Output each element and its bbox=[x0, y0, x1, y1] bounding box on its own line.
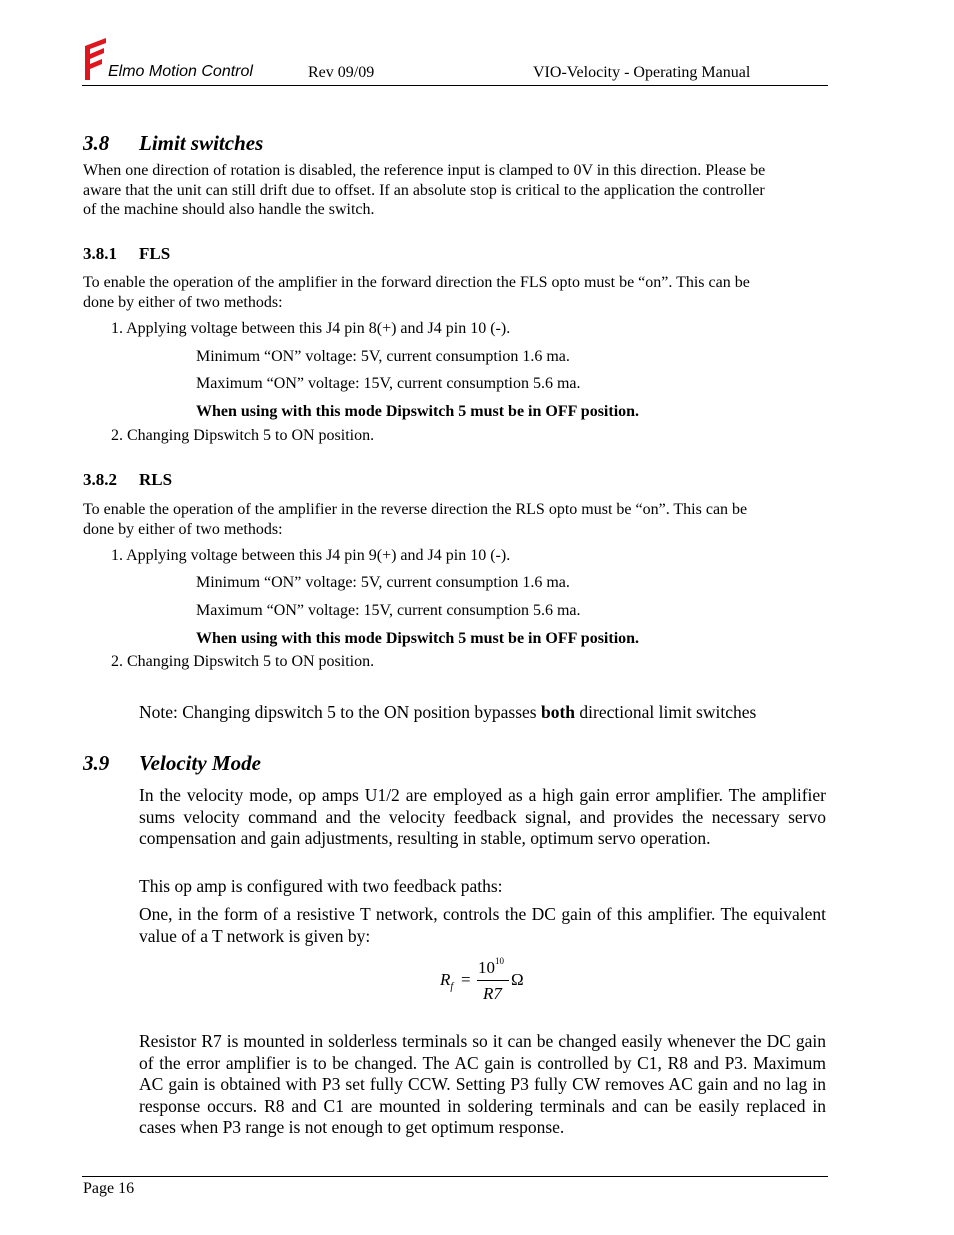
subsection-heading-rls bbox=[83, 470, 172, 490]
header-manual-title: VIO-Velocity - Operating Manual bbox=[533, 64, 751, 81]
fls-max-voltage: Maximum “ON” voltage: 15V, current consumption 5.6 ma. bbox=[196, 375, 581, 392]
subsection-number: 3.8.2 bbox=[83, 470, 117, 489]
dipswitch-note bbox=[139, 702, 756, 723]
formula-unit: Ω bbox=[511, 970, 524, 989]
page-number: Page 16 bbox=[83, 1180, 135, 1197]
body-line: aware that the unit can still drift due to offset. If an absolute stop is critical to the application the controller bbox=[83, 181, 765, 199]
body-line: When one direction of rotation is disabled, the reference input is clamped to 0V in this direction. Please be bbox=[83, 162, 766, 179]
rls-min-voltage: Minimum “ON” voltage: 5V, current consumption 1.6 ma. bbox=[196, 574, 570, 591]
intro-line: done by either of two methods: bbox=[83, 293, 283, 311]
formula-denominator: R7 bbox=[483, 984, 502, 1003]
intro-line: done by either of two methods: bbox=[83, 520, 283, 538]
rls-intro bbox=[83, 500, 828, 539]
t-network-formula bbox=[438, 957, 538, 1007]
formula-fraction-bar bbox=[477, 980, 509, 981]
section-heading-3-8 bbox=[83, 131, 263, 156]
header-revision: Rev 09/09 bbox=[308, 64, 375, 81]
elmo-logo-icon bbox=[82, 36, 108, 80]
fls-warning: When using with this mode Dipswitch 5 must be in OFF position. bbox=[196, 403, 640, 420]
header-rule bbox=[82, 85, 828, 86]
fls-min-voltage: Minimum “ON” voltage: 5V, current consumption 1.6 ma. bbox=[196, 348, 570, 365]
subsection-title: FLS bbox=[139, 244, 171, 263]
note-prefix: Note: Changing dipswitch 5 to the ON position bypasses bbox=[139, 702, 541, 722]
subsection-number: 3.8.1 bbox=[83, 244, 117, 263]
formula-equals: = bbox=[461, 970, 471, 989]
rls-max-voltage: Maximum “ON” voltage: 15V, current consumption 5.6 ma. bbox=[196, 602, 581, 619]
section-number: 3.8 bbox=[83, 131, 110, 155]
subsection-heading-fls bbox=[83, 244, 170, 264]
note-suffix: directional limit switches bbox=[575, 702, 757, 722]
rls-method-2: 2. Changing Dipswitch 5 to ON position. bbox=[111, 653, 375, 670]
subsection-title: RLS bbox=[139, 470, 173, 489]
body-line: of the machine should also handle the switch. bbox=[83, 201, 375, 218]
velocity-para-3: One, in the form of a resistive T network, controls the DC gain of this amplifier. The equivalent value of a T network is given by: bbox=[139, 904, 826, 946]
intro-line: To enable the operation of the amplifier in the reverse direction the RLS opto must be “on”. This can be bbox=[83, 501, 748, 518]
formula-lhs: $R_f$ bbox=[440, 970, 454, 993]
note-emphasis: both bbox=[541, 702, 576, 722]
fls-intro bbox=[83, 273, 828, 312]
fls-method-2: 2. Changing Dipswitch 5 to ON position. bbox=[111, 427, 375, 444]
formula-numerator: $10^{10}$ bbox=[478, 956, 504, 977]
velocity-para-2: This op amp is configured with two feedback paths: bbox=[139, 876, 503, 896]
footer-rule bbox=[82, 1176, 828, 1177]
formula-exponent: 10 bbox=[495, 956, 504, 967]
velocity-para-1: In the velocity mode, op amps U1/2 are employed as a high gain error amplifier. The amplifier sums velocity command and the velocity feedback signal, and provides the necessary servo compensation and gain adjustments, resulting in stable, optimum servo operation. bbox=[139, 785, 826, 848]
section-title: Velocity Mode bbox=[139, 751, 261, 775]
section-title: Limit switches bbox=[139, 131, 264, 155]
intro-line: To enable the operation of the amplifier in the forward direction the FLS opto must be “on”. This can be bbox=[83, 274, 750, 291]
section-heading-3-9 bbox=[83, 751, 261, 776]
section-number: 3.9 bbox=[83, 751, 110, 775]
velocity-para-4: Resistor R7 is mounted in solderless terminals so it can be changed easily whenever the DC gain of the error amplifier is to be changed. The AC gain is controlled by C1, R8 and P3. Maximum AC gain is obtained with P3 set fully CCW. Setting P3 fully CW removes AC gain and no lag in response occurs. R8 and C1 are mounted in soldering terminals and can be easily replaced in cases when P3 range is not enough to get optimum response. bbox=[139, 1031, 826, 1137]
fls-method-1: 1. Applying voltage between this J4 pin 8(+) and J4 pin 10 (-). bbox=[111, 320, 511, 337]
rls-warning: When using with this mode Dipswitch 5 must be in OFF position. bbox=[196, 630, 640, 647]
header-company: Elmo Motion Control bbox=[108, 63, 253, 80]
section-3-8-body bbox=[83, 161, 828, 220]
rls-method-1: 1. Applying voltage between this J4 pin 9(+) and J4 pin 10 (-). bbox=[111, 547, 511, 564]
formula-lhs-subscript: f bbox=[450, 981, 454, 993]
